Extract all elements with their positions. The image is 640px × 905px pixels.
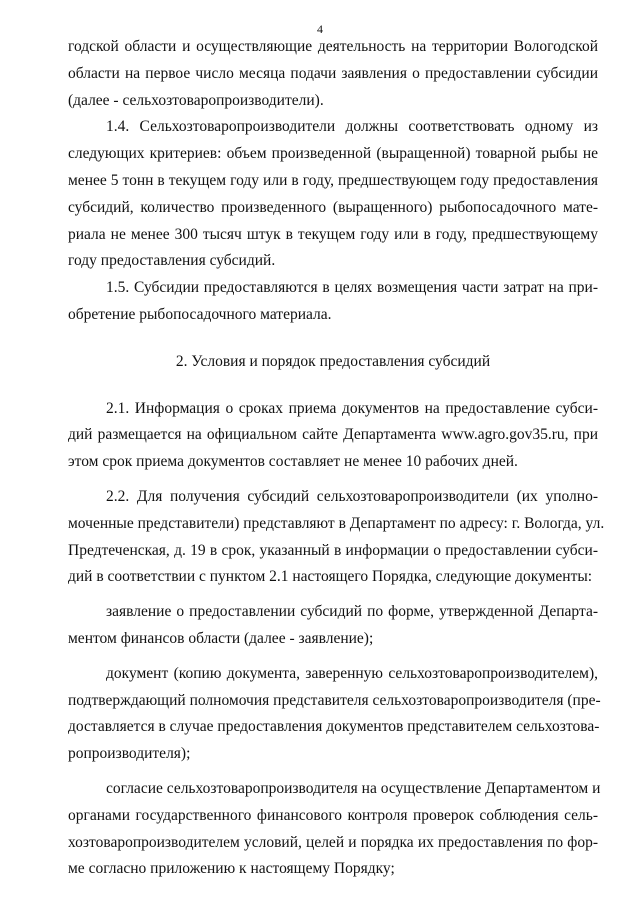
section-heading: 2. Условия и порядок предоставления субсидий <box>175 352 491 370</box>
text-line: субсидий, количество произведенного (выращенного) рыбопосадочного мате- <box>68 198 598 216</box>
section-2-heading <box>68 349 598 376</box>
page-number: 4 <box>317 22 323 36</box>
text-line: следующих критериев: объем произведенной (выращенной) товарной рыбы не <box>68 145 598 163</box>
text-line: области на первое число месяца подачи заявления о предоставлении субсидии <box>68 64 598 82</box>
text-line: годской области и осуществляющие деятельность на территории Вологодской <box>68 38 598 55</box>
text-line: ропроизводителя); <box>68 745 191 763</box>
paragraph-1-4 <box>68 114 598 275</box>
text-line: ме согласно приложению к настоящему Порядку; <box>68 860 395 878</box>
text-line: Предтеченская, д. 19 в срок, указанный в информации о предоставлении субси- <box>68 541 598 559</box>
text-line: (далее - сельхозтоваропроизводители). <box>68 91 324 109</box>
document-body <box>68 34 605 883</box>
text-line: дий размещается на официальном сайте Департамента www.agro.gov35.ru, при <box>68 426 598 444</box>
text-line: обретение рыбопосадочного материала. <box>68 305 332 323</box>
list-item-consent <box>68 776 601 883</box>
text-line: моченные представители) представляют в Департамент по адресу: г. Вологда, ул. <box>68 514 605 532</box>
text-line: этом срок приема документов составляет не менее 10 рабочих дней. <box>68 453 518 471</box>
list-item-authority-document <box>68 661 601 768</box>
paragraph-1-3-continuation <box>68 34 598 114</box>
paragraph-2-2 <box>68 484 605 591</box>
text-line: документ (копию документа, заверенную сельхозтоваропроизводителем), <box>106 664 598 682</box>
text-line: доставляется в случае предоставления документов представителем сельхозтова- <box>68 718 600 736</box>
text-line: 1.4. Сельхозтоваропроизводители должны соответствовать одному из <box>106 118 598 136</box>
text-line: ментом финансов области (далее - заявление); <box>68 629 374 647</box>
text-line: 2.2. Для получения субсидий сельхозтоваропроизводители (их уполно- <box>106 487 598 505</box>
text-line: 1.5. Субсидии предоставляются в целях возмещения части затрат на при- <box>106 279 598 297</box>
text-line: хозтоваропроизводителем условий, целей и порядка их предоставления по фор- <box>68 833 598 851</box>
text-line: году предоставления субсидий. <box>68 252 276 270</box>
paragraph-2-1 <box>68 396 598 476</box>
text-line: заявление о предоставлении субсидий по форме, утвержденной Департа- <box>106 603 598 621</box>
text-line: 2.1. Информация о сроках приема документов на предоставление субси- <box>106 399 598 417</box>
text-line: подтверждающий полномочия представителя сельхозтоваропроизводителя (пре- <box>68 691 601 709</box>
text-line: согласие сельхозтоваропроизводителя на осуществление Департаментом и <box>106 779 601 797</box>
text-line: риала не менее 300 тысяч штук в текущем году или в году, предшествующему <box>68 225 598 243</box>
text-line: менее 5 тонн в текущем году или в году, предшествующем году предоставления <box>68 171 598 189</box>
paragraph-1-5 <box>68 275 598 329</box>
list-item-application <box>68 599 598 653</box>
text-line: органами государственного финансового контроля проверок соблюдения сель- <box>68 806 598 824</box>
text-line: дий в соответствии с пунктом 2.1 настоящего Порядка, следующие документы: <box>68 568 593 586</box>
